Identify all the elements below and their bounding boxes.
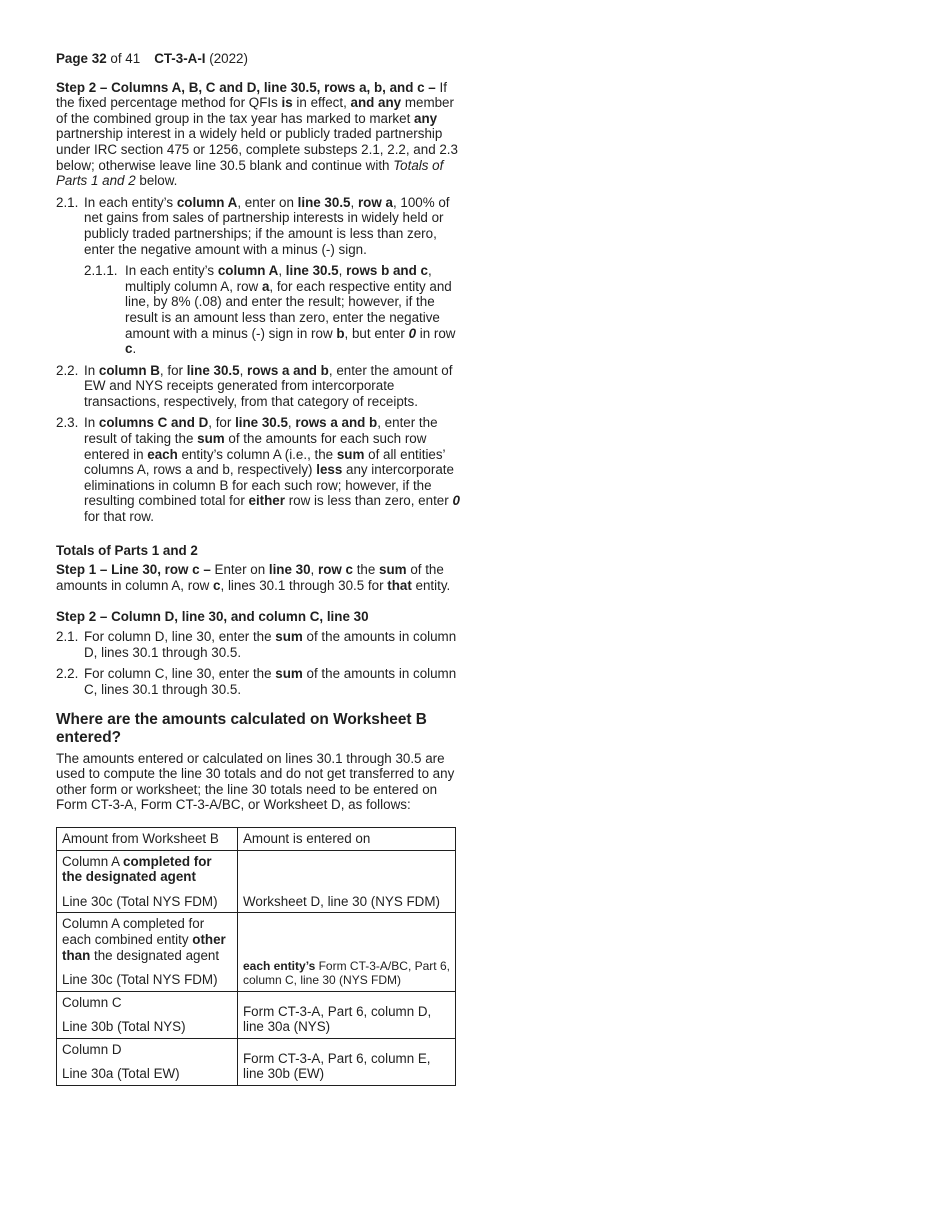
table-cell: Column A completed for each combined entity other than the designated agent Line 30c (Total NYS FDM) [57, 913, 238, 991]
page-column [56, 51, 460, 1086]
substep-2-3: 2.3. In columns C and D, for line 30.5, rows a and b, enter the result of taking the sum of the amounts for each such row entered in each entity’s column A (i.e., the sum of all entities’ columns A, rows a and b, respectively) less any intercorporate eliminations in column B for each such row; however, if the resulting combined total for either row is less than zero, enter 0 for that row. [56, 415, 460, 525]
table-cell: Form CT-3-A, Part 6, column E, line 30b (EW) [238, 1038, 456, 1085]
page-number: 32 [91, 51, 107, 66]
table-header-cell: Amount is entered on [238, 827, 456, 850]
totals-heading: Totals of Parts 1 and 2 [56, 542, 198, 558]
table-cell: Column D Line 30a (Total EW) [57, 1038, 238, 1085]
totals-step2-heading: Step 2 – Column D, line 30, and column C, line 30 [56, 609, 369, 625]
table-row [57, 1038, 456, 1085]
page-total: of 41 [110, 51, 141, 66]
table-row [57, 991, 456, 1038]
form-id: CT-3-A-I [154, 51, 206, 66]
where-body: The amounts entered or calculated on lines 30.1 through 30.5 are used to compute the line 30 totals and do not get transferred to any other form or worksheet; the line 30 totals need to be entered on Form CT-3-A, Form CT-3-A/BC, or Worksheet D, as follows: [56, 750, 455, 813]
page-header [56, 51, 460, 67]
where-heading: Where are the amounts calculated on Worksheet B entered? [56, 711, 427, 746]
table-row [57, 850, 456, 913]
table-cell: each entity’s Form CT-3-A/BC, Part 6, column C, line 30 (NYS FDM) [238, 913, 456, 991]
totals-step1: Step 1 – Line 30, row c – Enter on line 30, row c the sum of the amounts in column A, row c, lines 30.1 through 30.5 for that entity. [56, 562, 451, 593]
table-cell: Worksheet D, line 30 (NYS FDM) [238, 850, 456, 913]
worksheet-b-table [56, 827, 456, 1086]
form-year: (2022) [209, 51, 248, 66]
table-header-row [57, 827, 456, 850]
totals-item-2-1: 2.1. For column D, line 30, enter the sum of the amounts in column D, lines 30.1 through 30.5. [56, 629, 457, 660]
totals-item-2-2: 2.2. For column C, line 30, enter the sum of the amounts in column C, lines 30.1 through 30.5. [56, 666, 457, 697]
table-row [57, 913, 456, 991]
substep-2-2: 2.2. In column B, for line 30.5, rows a and b, enter the amount of EW and NYS receipts generated from intercorporate transactions, respectively, from that category of receipts. [56, 362, 453, 409]
page-label: Page [56, 51, 89, 66]
step2-intro: Step 2 – Columns A, B, C and D, line 30.5, rows a, b, and c – If the fixed percentage method for QFIs is in effect, and any member of the combined group in the tax year has marked to market any partnership interest in a widely held or publicly traded partnership under IRC section 475 or 1256, complete substeps 2.1, 2.2, and 2.3 below; otherwise leave line 30.5 blank and continue with Totals of Parts 1 and 2 below. [56, 79, 458, 189]
substep-2-1: 2.1. In each entity’s column A, enter on line 30.5, row a, 100% of net gains from sales of partnership interests in widely held or publicly traded partnerships; if the amount is less than zero, enter the negative amount with a minus (-) sign. [56, 194, 450, 257]
table-cell: Column C Line 30b (Total NYS) [57, 991, 238, 1038]
table-header-cell: Amount from Worksheet B [57, 827, 238, 850]
table-cell: Form CT-3-A, Part 6, column D, line 30a (NYS) [238, 991, 456, 1038]
table-cell: Column A completed for the designated agent Line 30c (Total NYS FDM) [57, 850, 238, 913]
substep-2-1-1: 2.1.1. In each entity’s column A, line 30.5, rows b and c, multiply column A, row a, for each respective entity and line, by 8% (.08) and enter the result; however, if the result is an amount less than zero, enter the negative amount with a minus (-) sign in row b, but enter 0 in row c. [84, 263, 456, 357]
